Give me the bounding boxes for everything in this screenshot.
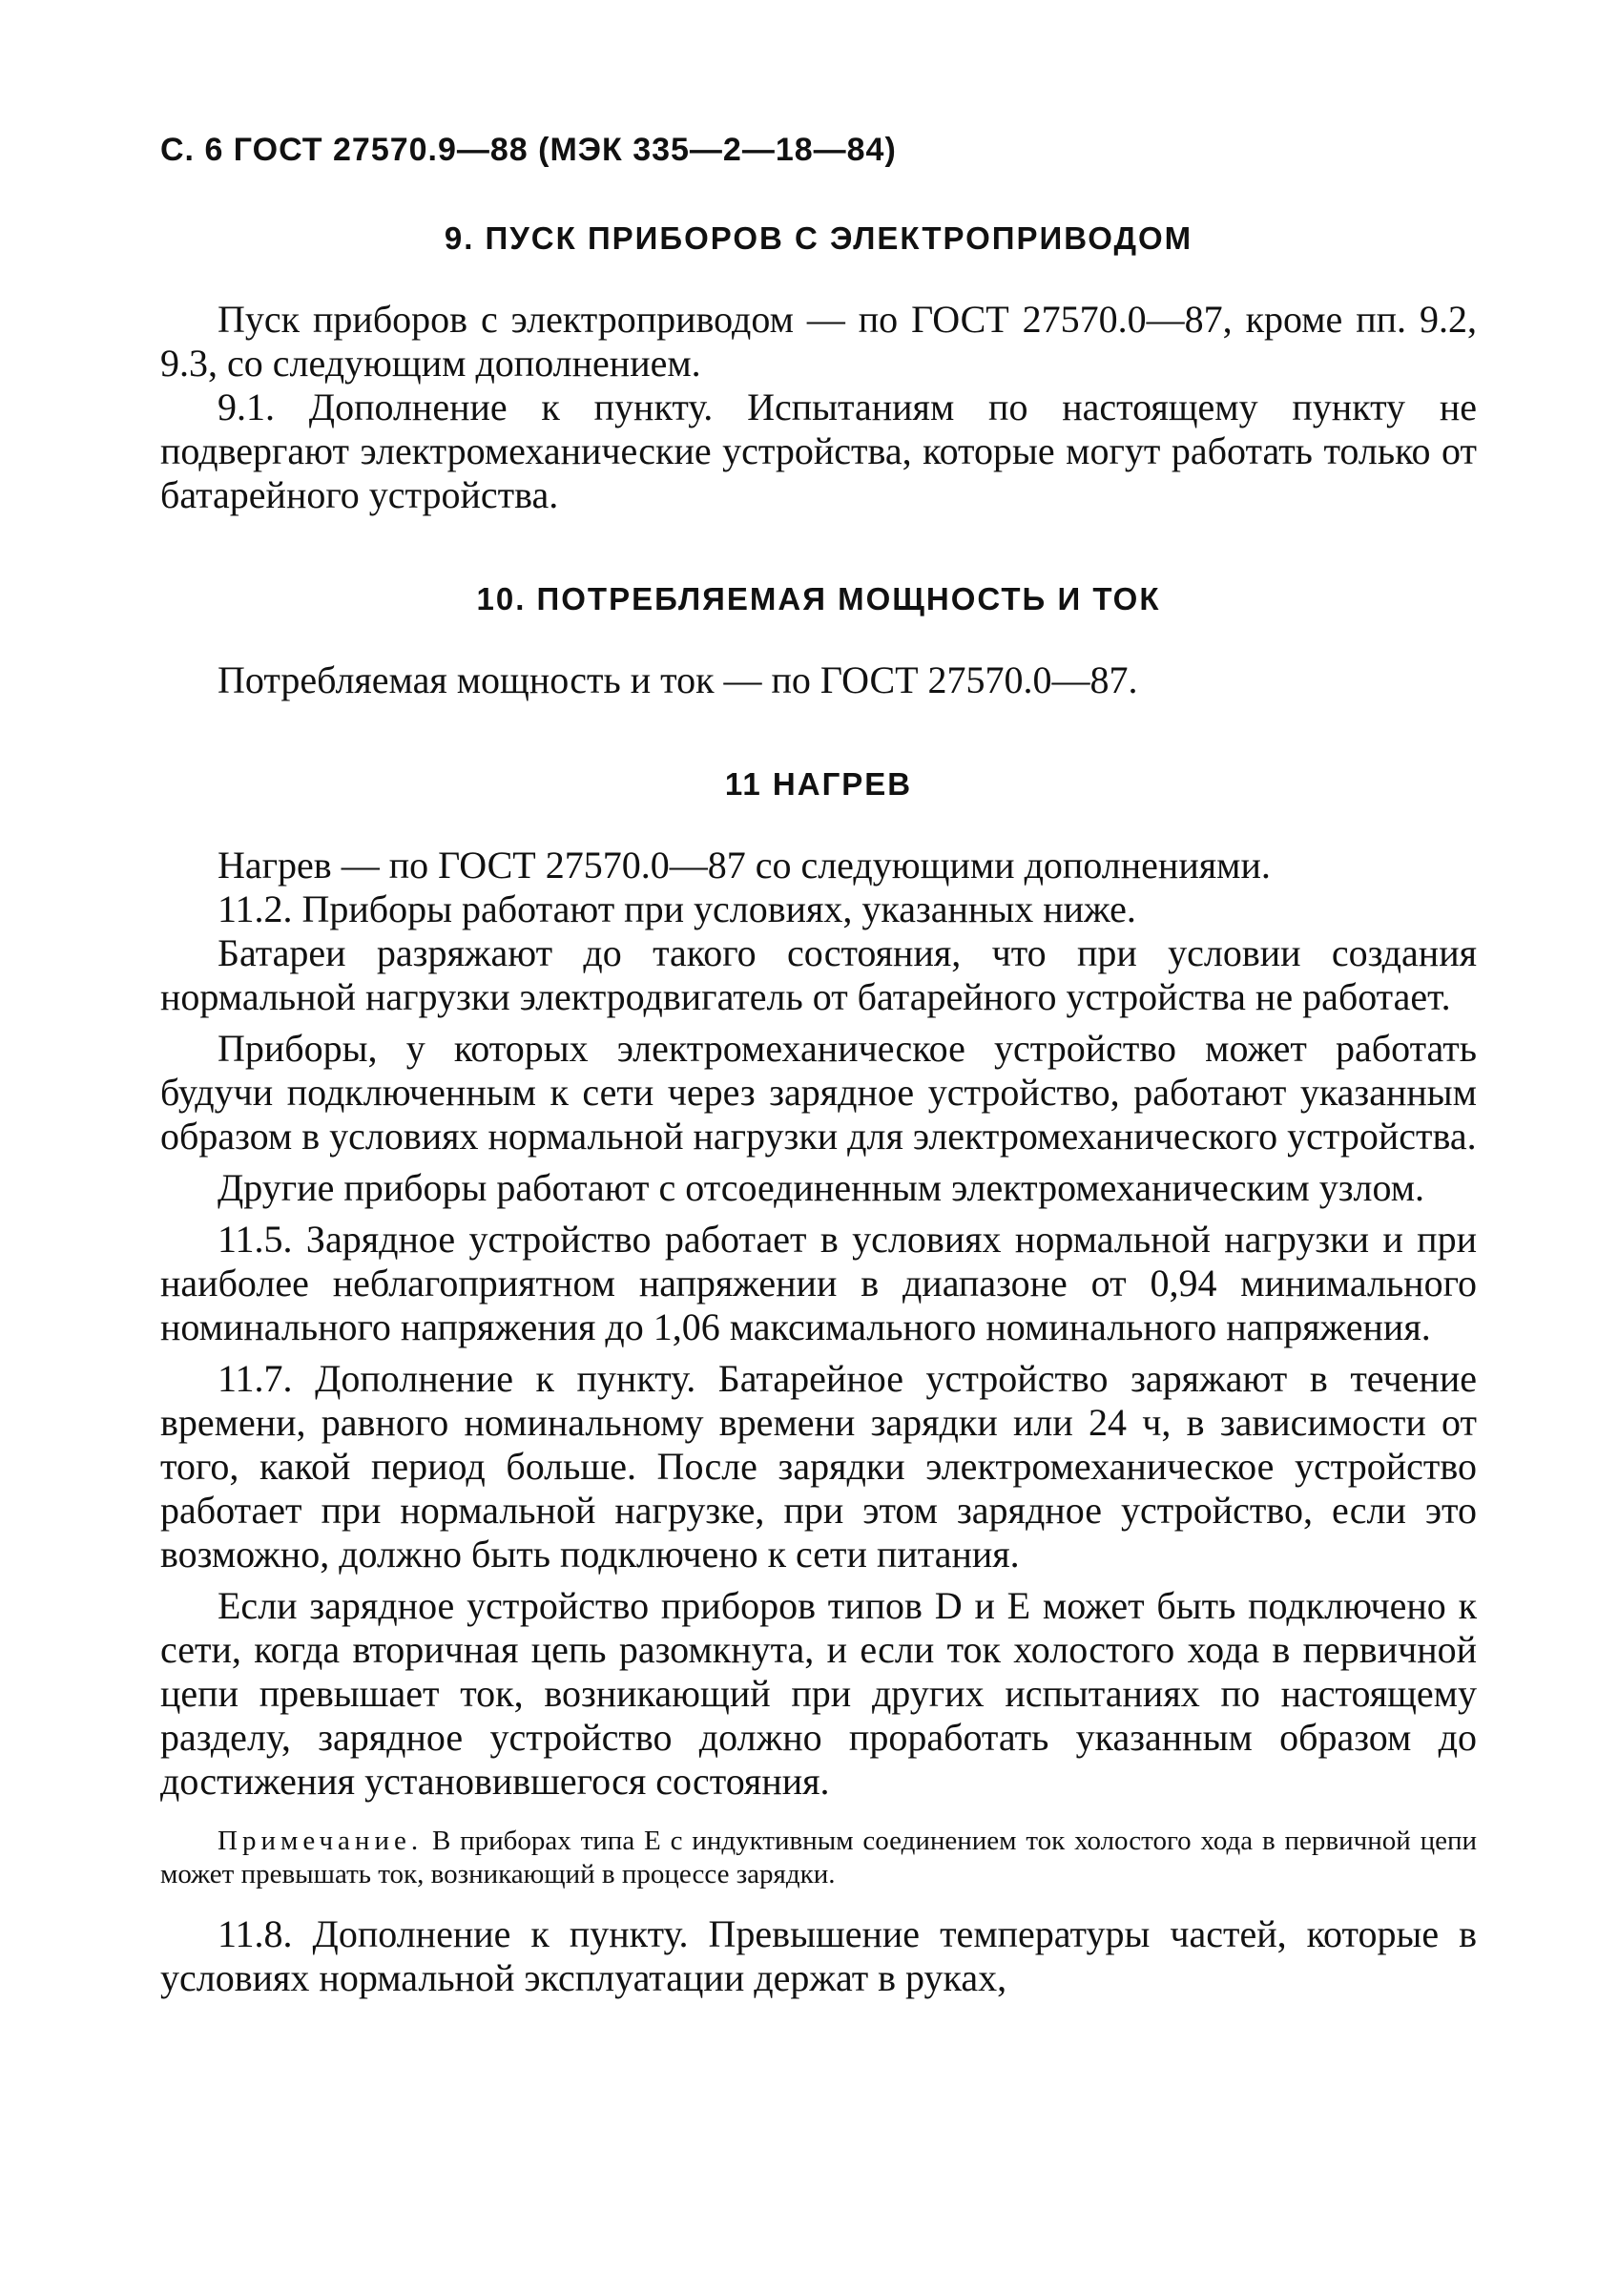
paragraph: Если зарядное устройство приборов типов D и E может быть подключено к сети, когда вторичная цепь разомкнута, и если ток холостого хода в первичной цепи превышает ток, возникающий при других испытаниях по настоящему разделу, зарядное устройство должно проработать указанным образом до достижения установившегося состояния. (160, 1584, 1477, 1803)
paragraph: Пуск приборов с электроприводом — по ГОСТ 27570.0—87, кроме пп. 9.2, 9.3, со следующим дополнением. (160, 298, 1477, 385)
document-body (160, 218, 1477, 2000)
section-title-9: 9. ПУСК ПРИБОРОВ С ЭЛЕКТРОПРИВОДОМ (444, 220, 1193, 256)
paragraph: 11.2. Приборы работают при условиях, указанных ниже. (218, 887, 1136, 930)
section-title-11: 11 НАГРЕВ (724, 766, 913, 802)
paragraph: Приборы, у которых электромеханическое устройство может работать будучи подключенным к сети через зарядное устройство, работают указанным образом в условиях нормальной нагрузки для электромеханического устройства. (160, 1027, 1477, 1158)
paragraph: Нагрев — по ГОСТ 27570.0—87 со следующими дополнениями. (218, 844, 1271, 887)
note-text: В приборах типа E с индуктивным соединением ток холостого хода в первичной цепи может превышать ток, возникающий в процессе зарядки. (160, 1826, 1477, 1889)
paragraph: Другие приборы работают с отсоединенным электромеханическим узлом. (218, 1166, 1425, 1209)
paragraph: 9.1. Дополнение к пункту. Испытаниям по настоящему пункту не подвергают электромеханические устройства, которые могут работать только от батарейного устройства. (160, 386, 1477, 516)
paragraph: 11.8. Дополнение к пункту. Превышение температуры частей, которые в условиях нормальной эксплуатации держат в руках, (160, 1912, 1477, 1999)
note-label: Примечание. (218, 1826, 424, 1856)
paragraph: 11.7. Дополнение к пункту. Батарейное устройство заряжают в течение времени, равного номинальному времени зарядки или 24 ч, в зависимости от того, какой период больше. После зарядки электромеханическое устройство работает при нормальной нагрузке, при этом зарядное устройство, если это возможно, должно быть подключено к сети питания. (160, 1357, 1477, 1576)
paragraph: 11.5. Зарядное устройство работает в условиях нормальной нагрузки и при наиболее неблагоприятном напряжении в диапазоне от 0,94 минимального номинального напряжения до 1,06 максимального номинального напряжения. (160, 1218, 1477, 1348)
paragraph: Батареи разряжают до такого состояния, что при условии создания нормальной нагрузки электродвигатель от батарейного устройства не работает. (160, 931, 1477, 1018)
page-header: С. 6 ГОСТ 27570.9—88 (МЭК 335—2—18—84) (160, 132, 897, 168)
paragraph: Потребляемая мощность и ток — по ГОСТ 27570.0—87. (218, 658, 1138, 701)
note (160, 1825, 1477, 1891)
section-title-10: 10. ПОТРЕБЛЯЕМАЯ МОЩНОСТЬ И ТОК (476, 581, 1161, 616)
